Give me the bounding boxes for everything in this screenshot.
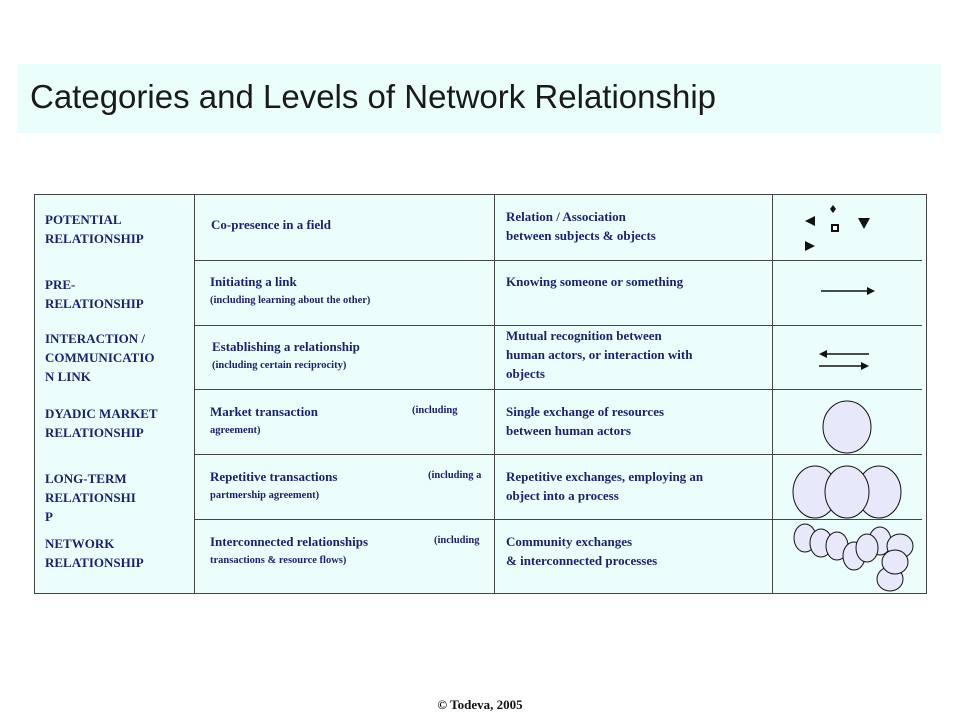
level-note: (including certain reciprocity) — [212, 360, 347, 371]
category-line: LONG-TERM — [45, 471, 127, 486]
category-line: DYADIC MARKET — [45, 406, 158, 421]
copyright-footer: © Todeva, 2005 — [437, 697, 523, 712]
description-line: Mutual recognition between — [506, 328, 662, 343]
level-note: agreement) — [210, 425, 261, 436]
description — [506, 467, 768, 505]
category-potential-relationship — [45, 210, 195, 248]
right-triangle-icon — [805, 241, 815, 251]
title-bar — [18, 64, 941, 133]
level-side-note: (including — [412, 405, 458, 416]
left-triangle-icon — [805, 216, 815, 226]
description-line: Relation / Association — [506, 209, 626, 224]
description-line: objects — [506, 366, 545, 381]
category-dyadic-market-relationship — [45, 404, 195, 442]
scattered-shapes-icon — [795, 201, 915, 257]
category-pre-relationship — [45, 275, 195, 313]
level-note: transactions & resource flows) — [210, 555, 347, 566]
diamond-icon — [830, 205, 836, 213]
description-line: Single exchange of resources — [506, 404, 665, 419]
description-line: object into a process — [506, 488, 619, 503]
description-line: Repetitive exchanges, employing an — [506, 469, 704, 484]
square-icon — [832, 225, 838, 231]
description — [506, 207, 768, 245]
row-divider — [194, 454, 922, 455]
single-circle-icon — [821, 399, 873, 455]
two-way-arrow-icon — [811, 345, 881, 375]
category-line: RELATIONSHIP — [45, 296, 144, 311]
down-triangle-icon — [858, 218, 870, 229]
level-label: Co-presence in a field — [211, 217, 331, 232]
description — [506, 326, 768, 383]
one-way-arrow-icon — [815, 283, 885, 299]
description-line: between subjects & objects — [506, 228, 656, 243]
category-line: POTENTIAL — [45, 212, 122, 227]
relationship-table — [34, 194, 927, 594]
category-line: INTERACTION / — [45, 331, 146, 346]
description-line: between human actors — [506, 423, 631, 438]
row-divider — [194, 260, 922, 261]
level-label: Market transaction — [210, 404, 318, 419]
description — [506, 402, 768, 440]
category-line: NETWORK — [45, 536, 115, 551]
category-line: COMMUNICATIO — [45, 350, 155, 365]
level-note: partmership agreement) — [210, 490, 320, 501]
circle-cluster-icon — [789, 523, 919, 595]
level-note: (including learning about the other) — [210, 295, 371, 306]
description-line: human actors, or interaction with — [506, 347, 693, 362]
level-side-note: (including — [434, 535, 480, 546]
page-title: Categories and Levels of Network Relationship — [30, 78, 717, 115]
three-circles-icon — [789, 463, 909, 521]
category-line: RELATIONSHIP — [45, 425, 144, 440]
description — [506, 532, 768, 570]
row-divider — [194, 389, 922, 390]
category-network-relationship — [45, 534, 195, 572]
level-side-note: (including a — [428, 470, 482, 481]
category-line: RELATIONSHI — [45, 490, 136, 505]
description-line: Community exchanges — [506, 534, 633, 549]
description-line: Knowing someone or something — [506, 274, 684, 289]
level-label: Initiating a link — [210, 274, 297, 289]
category-line: N LINK — [45, 369, 91, 384]
category-long-term-relationship — [45, 469, 195, 526]
category-line: P — [45, 509, 53, 524]
level-label: Repetitive transactions — [210, 469, 338, 484]
description — [506, 272, 768, 291]
level-label: Interconnected relationships — [210, 534, 369, 549]
category-line: RELATIONSHIP — [45, 555, 144, 570]
category-line: RELATIONSHIP — [45, 231, 144, 246]
level-label: Establishing a relationship — [212, 339, 360, 354]
column-divider — [772, 195, 773, 593]
category-interaction-link — [45, 329, 195, 386]
column-divider — [494, 195, 495, 593]
description-line: & interconnected processes — [506, 553, 658, 568]
category-line: PRE- — [45, 277, 76, 292]
